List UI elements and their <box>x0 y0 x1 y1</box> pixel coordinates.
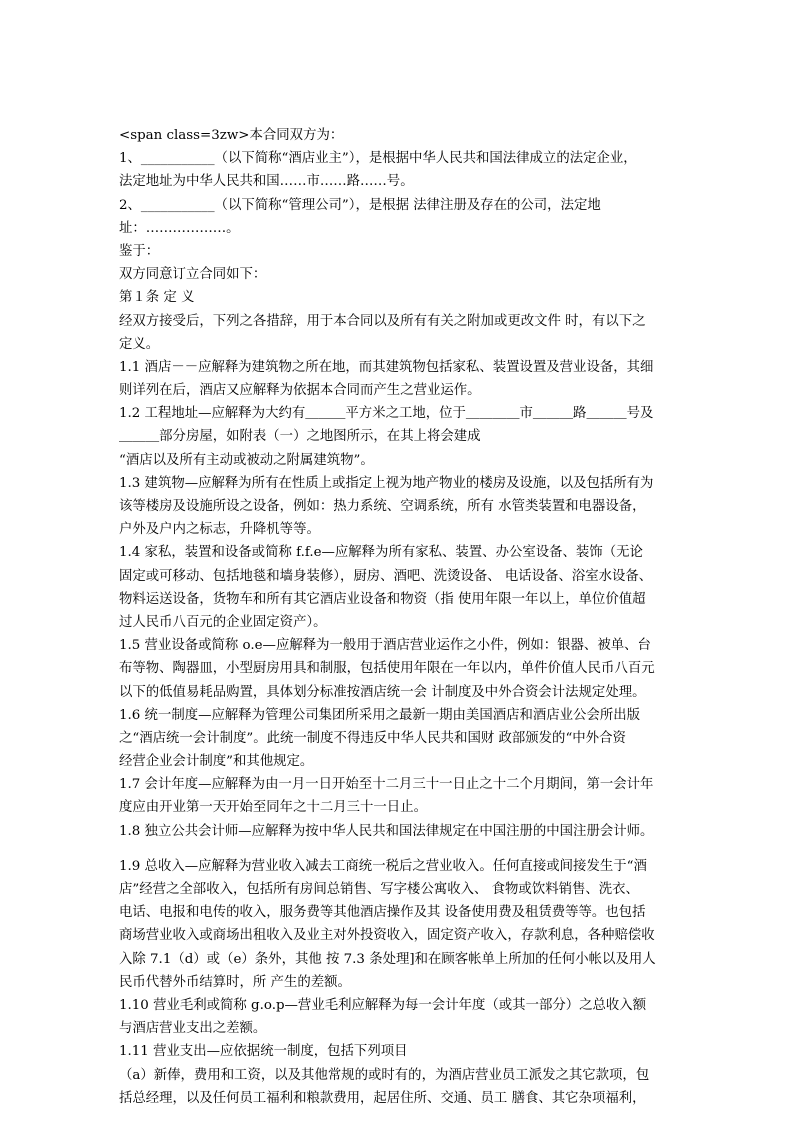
text-line: 度应由开业第一天开始至同年之十二月三十一日止。 <box>119 800 427 816</box>
text-line: 1.7 会计年度—应解释为由一月一日开始至十二月三十一日止之十二个月期间，第一会计年 <box>119 777 654 793</box>
text-line: 则详列在后，酒店又应解释为依据本合同而产生之营业运作。 <box>119 383 481 399</box>
text-line: “酒店以及所有主动或被动之附属建筑物”。 <box>119 452 374 468</box>
text-line: 2、___________（以下简称“管理公司”），是根据 法律注册及存在的公司，法定地 <box>119 197 601 213</box>
text-line: 过人民币八百元的企业固定资产）。 <box>119 614 327 630</box>
text-line: 物料运送设备，货物车和所有其它酒店业设备和物资（指 使用年限一年以上，单位价值超 <box>119 591 646 607</box>
text-line: 1.4 家私，装置和设备或简称 f.f.e—应解释为所有家私、装置、办公室设备、装饰（无论 <box>119 545 643 561</box>
text-line: 店”经营之全部收入，包括所有房间总销售、写字楼公寓收入、 食物或饮料销售、洗衣、 <box>119 882 639 897</box>
text-line: 1、___________（以下简称“酒店业主”），是根据中华人民共和国法律成立的法定企业， <box>119 151 637 167</box>
text-line: 之“酒店统一会计制度”。此统一制度不得违反中华人民共和国财 政部颁发的“中外合资 <box>119 730 626 746</box>
blank-line <box>119 843 679 855</box>
text-line: 括总经理，以及任何员工福利和粮款费用，起居住所、交通、员工 膳食、其它杂项福利， <box>119 1090 646 1106</box>
text-line: 址：………………。 <box>119 220 240 236</box>
text-line: 1.2 工程地址—应解释为大约有＿＿＿平方米之工地，位于＿＿＿＿市＿＿＿路＿＿＿号及 <box>119 406 654 422</box>
text-line: 经双方接受后，下列之各措辞，用于本合同以及所有有关之附加或更改文件 时，有以下之 <box>119 313 646 329</box>
text-line: 1.8 独立公共会计师—应解释为按中华人民共和国法律规定在中国注册的中国注册会计师。 <box>119 823 654 839</box>
text-line: 1.9 总收入—应解释为营业收入减去工商统一税后之营业收入。任何直接或间接发生于“酒 <box>119 858 647 874</box>
text-line: 固定或可移动、包括地毯和墙身装修），厨房、酒吧、洗烫设备、 电话设备、浴室水设备、 <box>119 568 653 584</box>
text-line: 以下的低值易耗品购置，具体划分标准按酒店统一会 计制度及中外合资会计法规定处理。 <box>119 684 646 700</box>
text-line: 1.3 建筑物—应解释为所有在性质上或指定上视为地产物业的楼房及设施，以及包括所有为 <box>119 475 654 491</box>
text-line: 1.10 营业毛利或简称 g.o.p—营业毛利应解释为每一会计年度（或其一部分）之总收入额 <box>119 997 647 1013</box>
text-line: 入除 7.1（d）或（e）条外，其他 按 7.3 条处理]和在顾客帐单上所加的任何小帐以及用人 <box>119 951 656 967</box>
text-line: 与酒店营业支出之差额。 <box>119 1021 267 1037</box>
text-line: 鉴于： <box>119 243 160 259</box>
text-line: 法定地址为中华人民共和国……市……路……号。 <box>119 174 414 190</box>
text-line: 布等物、陶器皿，小型厨房用具和制服，包括使用年限在一年以内，单件价值人民币八百元 <box>119 661 655 677</box>
contract-body <box>119 124 679 1110</box>
text-line: 1.6 统一制度—应解释为管理公司集团所采用之最新一期由美国酒店和酒店业公会所出版 <box>119 707 641 723</box>
text-line: 经营企业会计制度”和其他规定。 <box>119 754 314 770</box>
text-line: <span class=3zw>本合同双方为： <box>119 128 344 143</box>
text-line: 双方同意订立合同如下： <box>119 267 267 283</box>
text-line: 民币代替外币结算时，所 产生的差额。 <box>119 974 351 990</box>
text-line: 户外及户内之标志，升降机等等。 <box>119 522 320 538</box>
text-line: （a）新俸，费用和工资，以及其他常规的或时有的，为酒店营业员工派发之其它款项，包 <box>119 1067 650 1083</box>
text-line: 定义。 <box>119 336 160 352</box>
text-line: 1.5 营业设备或简称 o.e—应解释为一般用于酒店营业运作之小件，例如：银器、被单、台 <box>119 638 651 654</box>
text-line: 1.11 营业支出—应依据统一制度，包括下列项目 <box>119 1044 408 1060</box>
text-line: 1.1 酒店－－应解释为建筑物之所在地，而其建筑物包括家私、装置设置及营业设备，其细 <box>119 359 654 375</box>
text-line: ＿＿＿部分房屋，如附表（一）之地图所示，在其上将会建成 <box>119 429 481 445</box>
text-line: 第１条 定 义 <box>119 290 195 306</box>
text-line: 商场营业收入或商场出租收入及业主对外投资收入，固定资产收入，存款利息，各种赔偿收 <box>119 928 655 944</box>
text-line: 电话、电报和电传的收入，服务费等其他酒店操作及其 设备使用费及租赁费等等。也包括 <box>119 905 646 921</box>
text-line: 该等楼房及设施所设之设备，例如：热力系统、空调系统，所有 水管类装置和电器设备， <box>119 499 646 514</box>
